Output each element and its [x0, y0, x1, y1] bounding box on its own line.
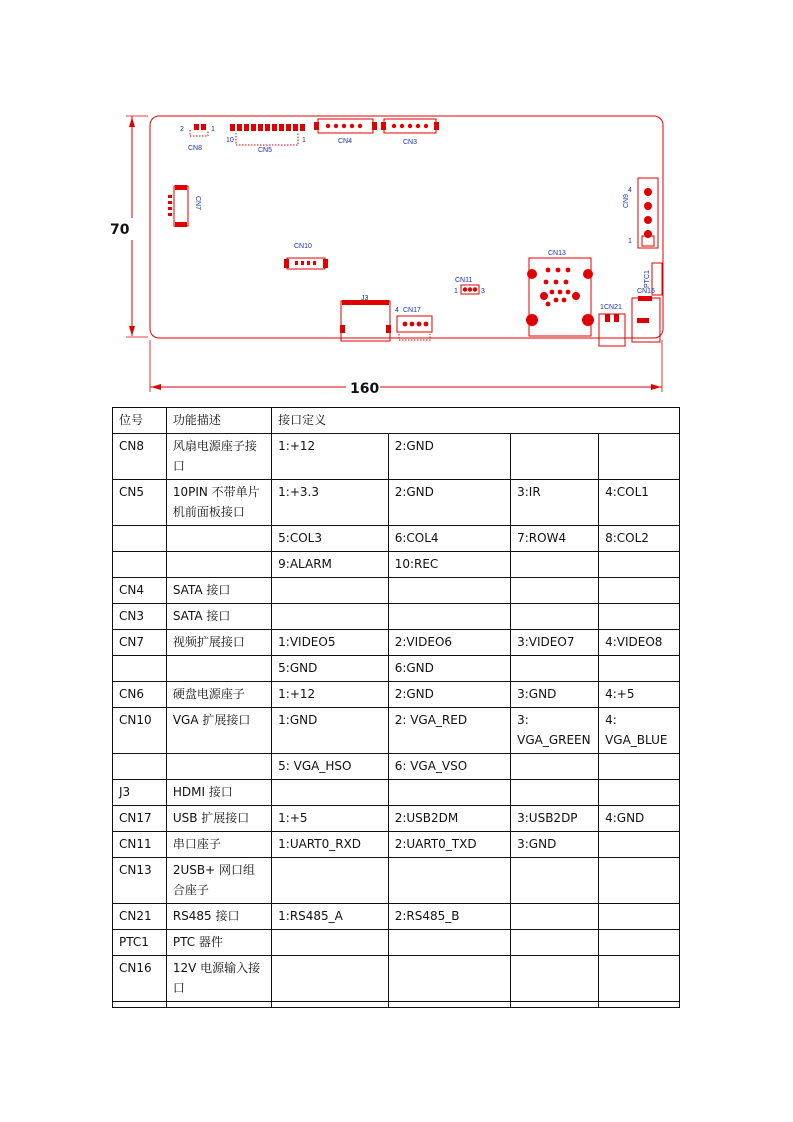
- table-cell: [599, 604, 680, 630]
- svg-text:CN8: CN8: [188, 145, 203, 152]
- table-cell: 8:COL2: [599, 526, 680, 552]
- cn16-ptc1-components: [632, 263, 662, 342]
- board-outline: [150, 116, 663, 338]
- table-cell: 10:REC: [388, 552, 510, 578]
- table-cell: RS485 接口: [166, 904, 271, 930]
- table-cell: [166, 526, 271, 552]
- cn13-connector: [526, 250, 594, 336]
- table-cell: 5:GND: [272, 656, 389, 682]
- cn8-connector: [180, 124, 215, 152]
- table-cell: 3:IR: [511, 480, 599, 526]
- table-cell: VGA 扩展接口: [166, 708, 271, 754]
- table-cell: 2:GND: [388, 682, 510, 708]
- table-cell: [599, 552, 680, 578]
- table-cell: 3:USB2DP: [511, 806, 599, 832]
- table-cell: 7:ROW4: [511, 526, 599, 552]
- table-cell: [599, 956, 680, 1002]
- table-cell: [511, 956, 599, 1002]
- table-cell: 1:UART0_RXD: [272, 832, 389, 858]
- table-cell: 4:+5: [599, 682, 680, 708]
- table-cell: [113, 1002, 167, 1008]
- table-cell: 2:VIDEO6: [388, 630, 510, 656]
- table-cell: 6:GND: [388, 656, 510, 682]
- table-cell: 1:GND: [272, 708, 389, 754]
- table-cell: [599, 754, 680, 780]
- header-ref: 位号: [113, 408, 167, 434]
- table-cell: [599, 832, 680, 858]
- table-row: [113, 930, 680, 956]
- table-row: [113, 806, 680, 832]
- table-cell: J3: [113, 780, 167, 806]
- cn7-connector: [168, 185, 201, 227]
- table-cell: [388, 1002, 510, 1008]
- table-cell: 5: VGA_HSO: [272, 754, 389, 780]
- table-cell: 1:RS485_A: [272, 904, 389, 930]
- table-cell: [113, 656, 167, 682]
- table-cell: 4:GND: [599, 806, 680, 832]
- svg-text:CN5: CN5: [258, 147, 273, 154]
- table-cell: CN10: [113, 708, 167, 754]
- table-cell: 12V 电源输入接口: [166, 956, 271, 1002]
- table-cell: 4:COL1: [599, 480, 680, 526]
- svg-text:10: 10: [226, 137, 234, 144]
- table-cell: [599, 780, 680, 806]
- table-row: [113, 682, 680, 708]
- table-row: [113, 708, 680, 754]
- table-cell: 2:USB2DM: [388, 806, 510, 832]
- table-cell: [599, 904, 680, 930]
- table-cell: [166, 1002, 271, 1008]
- svg-text:CN7: CN7: [194, 196, 201, 211]
- svg-text:CN21: CN21: [604, 304, 622, 311]
- cn11-connector: [454, 277, 485, 295]
- table-cell: [599, 1002, 680, 1008]
- table-row: [113, 480, 680, 526]
- svg-text:1: 1: [628, 238, 632, 245]
- table-cell: [599, 434, 680, 480]
- svg-text:CN9: CN9: [623, 193, 630, 208]
- table-row: [113, 434, 680, 480]
- table-cell: CN8: [113, 434, 167, 480]
- table-cell: [272, 604, 389, 630]
- table-cell: [113, 552, 167, 578]
- cn21-connector: [599, 304, 625, 346]
- table-header-row: [113, 408, 680, 434]
- table-cell: 6: VGA_VSO: [388, 754, 510, 780]
- table-cell: 2:GND: [388, 480, 510, 526]
- table-row: [113, 956, 680, 1002]
- table-cell: 2:RS485_B: [388, 904, 510, 930]
- svg-text:CN17: CN17: [403, 307, 421, 314]
- table-cell: CN21: [113, 904, 167, 930]
- table-cell: [272, 858, 389, 904]
- table-cell: CN7: [113, 630, 167, 656]
- table-cell: [388, 930, 510, 956]
- table-cell: [388, 780, 510, 806]
- table-cell: CN4: [113, 578, 167, 604]
- table-cell: 4:VIDEO8: [599, 630, 680, 656]
- table-cell: 3: VGA_GREEN: [511, 708, 599, 754]
- svg-text:CN4: CN4: [338, 138, 353, 145]
- cn3-connector: [381, 119, 439, 146]
- table-cell: [599, 930, 680, 956]
- table-cell: CN6: [113, 682, 167, 708]
- table-cell: 6:COL4: [388, 526, 510, 552]
- table-cell: [511, 904, 599, 930]
- table-cell: 10PIN 不带单片机前面板接口: [166, 480, 271, 526]
- cn9-connector: [623, 178, 658, 248]
- table-cell: [511, 604, 599, 630]
- table-cell: [272, 1002, 389, 1008]
- table-cell: 1:+5: [272, 806, 389, 832]
- table-cell: CN5: [113, 480, 167, 526]
- pcb-layout-diagram: [100, 100, 680, 400]
- svg-text:4: 4: [628, 187, 632, 194]
- svg-text:1: 1: [302, 137, 306, 144]
- table-cell: [511, 858, 599, 904]
- svg-text:PTC1: PTC1: [644, 270, 651, 288]
- table-cell: [511, 754, 599, 780]
- table-cell: [388, 604, 510, 630]
- table-cell: [113, 526, 167, 552]
- table-row: [113, 858, 680, 904]
- table-cell: CN13: [113, 858, 167, 904]
- table-cell: [166, 656, 271, 682]
- table-cell: [511, 1002, 599, 1008]
- table-cell: 2:GND: [388, 434, 510, 480]
- j3-connector: [340, 295, 391, 341]
- table-cell: [511, 552, 599, 578]
- svg-text:1: 1: [211, 126, 215, 133]
- height-dimension: 70: [110, 222, 130, 238]
- table-cell: [272, 930, 389, 956]
- table-row: [113, 1002, 680, 1008]
- svg-text:3: 3: [481, 288, 485, 295]
- table-cell: [599, 858, 680, 904]
- svg-text:1: 1: [600, 304, 604, 311]
- table-cell: [166, 754, 271, 780]
- width-dimension: 160: [350, 381, 380, 397]
- table-cell: 3:VIDEO7: [511, 630, 599, 656]
- table-cell: SATA 接口: [166, 578, 271, 604]
- table-cell: 9:ALARM: [272, 552, 389, 578]
- svg-text:CN10: CN10: [294, 243, 312, 250]
- svg-text:CN13: CN13: [548, 250, 566, 257]
- table-cell: [511, 434, 599, 480]
- table-cell: [272, 956, 389, 1002]
- table-cell: 串口座子: [166, 832, 271, 858]
- table-row: [113, 780, 680, 806]
- table-cell: [511, 578, 599, 604]
- table-row: [113, 604, 680, 630]
- table-cell: [272, 578, 389, 604]
- table-cell: USB 扩展接口: [166, 806, 271, 832]
- table-cell: [511, 780, 599, 806]
- table-cell: 2:UART0_TXD: [388, 832, 510, 858]
- table-cell: 4: VGA_BLUE: [599, 708, 680, 754]
- table-cell: 1:VIDEO5: [272, 630, 389, 656]
- table-cell: [388, 578, 510, 604]
- table-row: [113, 578, 680, 604]
- table-cell: 2: VGA_RED: [388, 708, 510, 754]
- table-cell: 硬盘电源座子: [166, 682, 271, 708]
- table-cell: PTC1: [113, 930, 167, 956]
- table-cell: 1:+12: [272, 434, 389, 480]
- table-cell: [388, 858, 510, 904]
- cn5-connector: [226, 124, 306, 154]
- table-cell: 2USB+ 网口组合座子: [166, 858, 271, 904]
- table-row: [113, 832, 680, 858]
- cn17-connector: [395, 307, 432, 340]
- table-cell: 3:GND: [511, 682, 599, 708]
- table-row: [113, 630, 680, 656]
- table-cell: 1:+3.3: [272, 480, 389, 526]
- table-cell: [511, 656, 599, 682]
- header-interface: 接口定义: [272, 408, 680, 434]
- table-row: [113, 904, 680, 930]
- connector-spec-table: [112, 407, 680, 1008]
- table-cell: [511, 930, 599, 956]
- table-cell: [113, 754, 167, 780]
- table-cell: HDMI 接口: [166, 780, 271, 806]
- svg-text:CN3: CN3: [403, 139, 418, 146]
- table-cell: CN11: [113, 832, 167, 858]
- table-cell: CN16: [113, 956, 167, 1002]
- svg-text:1: 1: [454, 288, 458, 295]
- table-cell: [388, 956, 510, 1002]
- table-cell: CN3: [113, 604, 167, 630]
- table-row: [113, 552, 680, 578]
- table-cell: 风扇电源座子接口: [166, 434, 271, 480]
- table-cell: PTC 器件: [166, 930, 271, 956]
- table-cell: [166, 552, 271, 578]
- cn10-connector: [284, 243, 328, 269]
- cn4-connector: [314, 119, 377, 145]
- table-cell: [599, 578, 680, 604]
- table-cell: [599, 656, 680, 682]
- svg-text:CN16: CN16: [637, 288, 655, 295]
- table-cell: 1:+12: [272, 682, 389, 708]
- table-row: [113, 754, 680, 780]
- table-row: [113, 656, 680, 682]
- svg-text:2: 2: [180, 126, 184, 133]
- table-cell: 3:GND: [511, 832, 599, 858]
- table-row: [113, 526, 680, 552]
- table-cell: SATA 接口: [166, 604, 271, 630]
- svg-text:4: 4: [395, 307, 399, 314]
- table-cell: [272, 780, 389, 806]
- table-cell: 视频扩展接口: [166, 630, 271, 656]
- svg-text:J3: J3: [361, 295, 369, 302]
- header-function: 功能描述: [166, 408, 271, 434]
- table-cell: CN17: [113, 806, 167, 832]
- table-cell: 5:COL3: [272, 526, 389, 552]
- svg-text:CN11: CN11: [455, 277, 473, 284]
